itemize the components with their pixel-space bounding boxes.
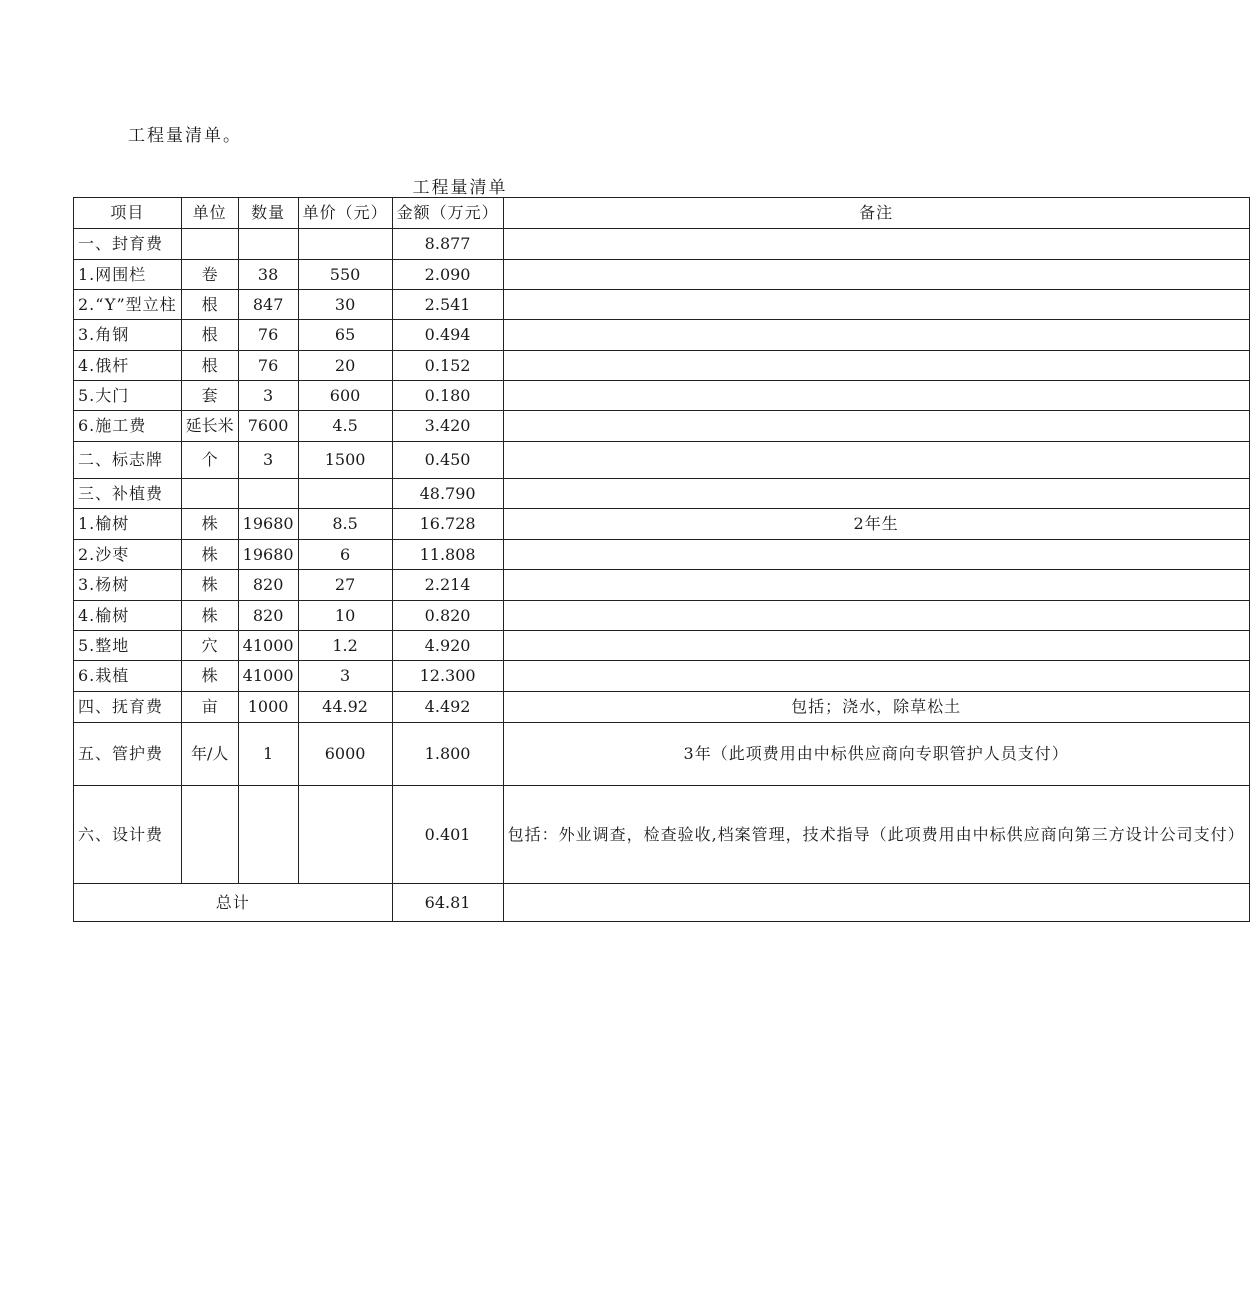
row-qty: 76 xyxy=(238,351,298,381)
row-unit xyxy=(181,229,238,260)
row-amount: 1.800 xyxy=(392,723,503,786)
row-amount: 4.492 xyxy=(392,692,503,723)
table-row xyxy=(74,229,1250,260)
row-amount: 11.808 xyxy=(392,540,503,570)
row-item: 一、封育费 xyxy=(74,229,182,260)
row-qty xyxy=(238,479,298,509)
row-item: 5.大门 xyxy=(74,381,182,411)
row-price: 27 xyxy=(298,570,392,601)
table-row xyxy=(74,631,1250,661)
total-row xyxy=(74,884,1250,922)
row-price: 30 xyxy=(298,290,392,320)
row-note xyxy=(503,479,1249,509)
table-row xyxy=(74,320,1250,351)
row-item: 1.榆树 xyxy=(74,509,182,540)
row-amount: 8.877 xyxy=(392,229,503,260)
row-unit: 根 xyxy=(181,351,238,381)
row-item: 六、设计费 xyxy=(74,786,182,884)
row-qty: 820 xyxy=(238,570,298,601)
row-note xyxy=(503,540,1249,570)
row-note xyxy=(503,351,1249,381)
total-amount: 64.81 xyxy=(392,884,503,922)
row-unit: 株 xyxy=(181,570,238,601)
row-amount: 2.214 xyxy=(392,570,503,601)
table-row xyxy=(74,540,1250,570)
row-price: 10 xyxy=(298,601,392,631)
row-item: 五、管护费 xyxy=(74,723,182,786)
row-item: 6.栽植 xyxy=(74,661,182,692)
row-qty: 1000 xyxy=(238,692,298,723)
table-row xyxy=(74,411,1250,442)
row-qty: 76 xyxy=(238,320,298,351)
row-note xyxy=(503,601,1249,631)
row-qty: 19680 xyxy=(238,540,298,570)
row-price xyxy=(298,229,392,260)
header-unit: 单位 xyxy=(181,198,238,229)
table-body xyxy=(74,229,1250,884)
row-item: 3.角钢 xyxy=(74,320,182,351)
row-qty xyxy=(238,786,298,884)
row-qty: 820 xyxy=(238,601,298,631)
row-item: 6.施工费 xyxy=(74,411,182,442)
table-row xyxy=(74,479,1250,509)
row-amount: 12.300 xyxy=(392,661,503,692)
header-note: 备注 xyxy=(503,198,1249,229)
row-note xyxy=(503,229,1249,260)
row-unit xyxy=(181,479,238,509)
row-qty: 3 xyxy=(238,442,298,479)
table-row xyxy=(74,692,1250,723)
row-item: 四、抚育费 xyxy=(74,692,182,723)
total-label: 总计 xyxy=(74,884,393,922)
row-note: 3年（此项费用由中标供应商向专职管护人员支付） xyxy=(503,723,1249,786)
row-amount: 3.420 xyxy=(392,411,503,442)
row-price: 20 xyxy=(298,351,392,381)
row-note xyxy=(503,320,1249,351)
row-qty: 41000 xyxy=(238,661,298,692)
row-note: 包括；浇水，除草松土 xyxy=(503,692,1249,723)
table-row xyxy=(74,786,1250,884)
row-price: 3 xyxy=(298,661,392,692)
intro-text: 工程量清单。 xyxy=(128,126,242,146)
row-price: 4.5 xyxy=(298,411,392,442)
row-price: 44.92 xyxy=(298,692,392,723)
row-unit: 根 xyxy=(181,290,238,320)
row-qty: 1 xyxy=(238,723,298,786)
row-price: 600 xyxy=(298,381,392,411)
row-unit: 卷 xyxy=(181,260,238,290)
row-note xyxy=(503,442,1249,479)
row-qty: 3 xyxy=(238,381,298,411)
row-note xyxy=(503,411,1249,442)
row-item: 4.俄杆 xyxy=(74,351,182,381)
table-row xyxy=(74,351,1250,381)
row-item: 2.沙枣 xyxy=(74,540,182,570)
row-note xyxy=(503,661,1249,692)
row-unit: 套 xyxy=(181,381,238,411)
table-row xyxy=(74,442,1250,479)
row-unit: 根 xyxy=(181,320,238,351)
row-item: 5.整地 xyxy=(74,631,182,661)
row-amount: 0.152 xyxy=(392,351,503,381)
row-qty: 38 xyxy=(238,260,298,290)
row-price xyxy=(298,479,392,509)
row-amount: 48.790 xyxy=(392,479,503,509)
header-item: 项目 xyxy=(74,198,182,229)
row-unit: 穴 xyxy=(181,631,238,661)
row-unit: 株 xyxy=(181,661,238,692)
row-note xyxy=(503,381,1249,411)
row-price: 8.5 xyxy=(298,509,392,540)
row-unit: 株 xyxy=(181,509,238,540)
row-price xyxy=(298,786,392,884)
row-price: 550 xyxy=(298,260,392,290)
row-price: 1500 xyxy=(298,442,392,479)
row-note: 包括：外业调查，检查验收,档案管理，技术指导（此项费用由中标供应商向第三方设计公司支付） xyxy=(503,786,1249,884)
bill-of-quantities-table xyxy=(73,197,1250,922)
row-unit: 株 xyxy=(181,540,238,570)
row-qty xyxy=(238,229,298,260)
row-note xyxy=(503,631,1249,661)
row-unit: 亩 xyxy=(181,692,238,723)
row-price: 6 xyxy=(298,540,392,570)
row-qty: 847 xyxy=(238,290,298,320)
row-amount: 0.180 xyxy=(392,381,503,411)
row-item: 三、补植费 xyxy=(74,479,182,509)
row-note: 2年生 xyxy=(503,509,1249,540)
row-unit: 株 xyxy=(181,601,238,631)
header-qty: 数量 xyxy=(238,198,298,229)
header-price: 单价（元） xyxy=(298,198,392,229)
total-note xyxy=(503,884,1249,922)
row-qty: 41000 xyxy=(238,631,298,661)
row-qty: 7600 xyxy=(238,411,298,442)
row-amount: 0.494 xyxy=(392,320,503,351)
row-amount: 16.728 xyxy=(392,509,503,540)
row-item: 4.榆树 xyxy=(74,601,182,631)
row-amount: 2.090 xyxy=(392,260,503,290)
table-row xyxy=(74,290,1250,320)
row-price: 6000 xyxy=(298,723,392,786)
row-amount: 0.401 xyxy=(392,786,503,884)
table-caption: 工程量清单 xyxy=(412,178,508,198)
row-item: 二、标志牌 xyxy=(74,442,182,479)
row-item: 2.“Y”型立柱 xyxy=(74,290,182,320)
row-item: 3.杨树 xyxy=(74,570,182,601)
table-row xyxy=(74,381,1250,411)
table-row xyxy=(74,601,1250,631)
table-row xyxy=(74,509,1250,540)
row-note xyxy=(503,570,1249,601)
row-unit: 延长米 xyxy=(181,411,238,442)
row-unit: 个 xyxy=(181,442,238,479)
table-row xyxy=(74,570,1250,601)
row-amount: 0.820 xyxy=(392,601,503,631)
row-amount: 2.541 xyxy=(392,290,503,320)
row-item: 1.网围栏 xyxy=(74,260,182,290)
row-amount: 4.920 xyxy=(392,631,503,661)
row-unit: 年/人 xyxy=(181,723,238,786)
table-row xyxy=(74,260,1250,290)
row-qty: 19680 xyxy=(238,509,298,540)
table-header-row xyxy=(74,198,1250,229)
header-amount: 金额（万元） xyxy=(392,198,503,229)
row-unit xyxy=(181,786,238,884)
row-note xyxy=(503,260,1249,290)
row-price: 1.2 xyxy=(298,631,392,661)
table-row xyxy=(74,661,1250,692)
row-note xyxy=(503,290,1249,320)
row-price: 65 xyxy=(298,320,392,351)
table-row xyxy=(74,723,1250,786)
row-amount: 0.450 xyxy=(392,442,503,479)
